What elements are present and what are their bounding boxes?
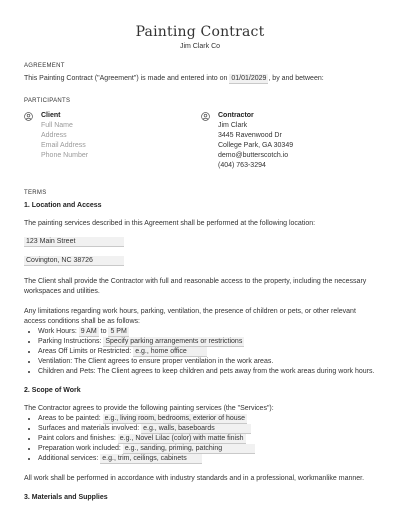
list-item	[38, 337, 376, 347]
areas-label: Areas to be painted:	[38, 415, 101, 422]
location-street-row	[24, 230, 376, 248]
agreement-section	[24, 63, 324, 84]
additional-label: Additional services:	[38, 455, 99, 462]
list-item	[38, 327, 376, 337]
section-heading-location: 1. Location and Access	[24, 202, 102, 209]
list-item: • Children and Pets: The Client agrees to keep children and pets away from the work areas during work hours.	[38, 367, 376, 377]
agreement-label: AGREEMENT	[24, 63, 65, 69]
client-address-field[interactable]: Address	[41, 132, 67, 139]
list-item	[38, 444, 376, 454]
agreement-date-field[interactable]: 01/01/2029	[231, 75, 267, 82]
list-item	[38, 347, 376, 357]
areas-field[interactable]: e.g., living room, bedrooms, exterior of house	[104, 415, 246, 422]
section-heading-materials: 3. Materials and Supplies	[24, 494, 108, 501]
location-street-field[interactable]: 123 Main Street	[24, 237, 124, 247]
work-hours-to: to	[100, 328, 107, 335]
standards-paragraph: All work shall be performed in accordance with industry standards and in a professional, workmanlike manner.	[24, 475, 365, 482]
parking-field[interactable]: Specify parking arrangements or restrictions	[105, 338, 243, 345]
contractor-address-line1: 3445 Ravenwood Dr	[218, 132, 282, 139]
list-item	[38, 424, 376, 434]
user-icon	[24, 112, 33, 121]
company-name: Jim Clark Co	[179, 43, 221, 50]
terms-section	[24, 190, 376, 501]
client-title: Client	[41, 112, 61, 119]
location-intro: The painting services described in this Agreement shall be performed at the following location:	[24, 220, 316, 227]
contractor-name: Jim Clark	[218, 122, 248, 129]
participants-section	[24, 98, 376, 104]
contractor-block	[218, 111, 293, 171]
client-email-field[interactable]: Email Address	[41, 142, 86, 149]
off-limits-field[interactable]: e.g., home office	[133, 347, 207, 357]
client-full-name-field[interactable]: Full Name	[41, 122, 73, 129]
off-limits-label: Areas Off Limits or Restricted:	[38, 348, 132, 355]
agreement-intro: This Painting Contract ("Agreement") is made and entered into on	[24, 75, 228, 82]
work-end-field[interactable]: 5 PM	[110, 328, 127, 335]
prep-field[interactable]: e.g., sanding, priming, patching	[123, 444, 255, 454]
work-hours-label: Work Hours:	[38, 328, 77, 335]
limitations-paragraph: Any limitations regarding work hours, parking, ventilation, the presence of children or pets, or other relevant access conditions shall be as follows:	[24, 308, 356, 325]
agreement-outro: , by and between:	[268, 75, 324, 82]
client-block	[41, 111, 88, 161]
prep-label: Preparation work included:	[38, 445, 121, 452]
agreement-text	[24, 74, 324, 84]
list-item	[38, 454, 376, 464]
surfaces-field[interactable]: e.g., walls, baseboards	[141, 424, 251, 434]
contractor-address-line2: College Park, GA 30349	[218, 142, 294, 149]
scope-list	[24, 414, 376, 464]
location-city-field[interactable]: Covington, NC 38726	[24, 256, 124, 266]
participants-label: PARTICIPANTS	[24, 98, 71, 104]
work-start-field[interactable]: 9 AM	[80, 328, 97, 335]
contractor-email: demo@butterscotch.io	[218, 152, 289, 159]
list-item	[38, 414, 376, 424]
access-paragraph: The Client shall provide the Contractor with full and reasonable access to the property, including the necessary workspaces and utilities.	[24, 278, 367, 295]
contractor-title: Contractor	[218, 112, 254, 119]
contractor-phone: (404) 763-3294	[218, 162, 266, 169]
colors-label: Paint colors and finishes:	[38, 435, 116, 442]
list-item	[38, 434, 376, 444]
page-title: Painting Contract	[135, 24, 265, 40]
location-city-row	[24, 249, 376, 267]
scope-intro: The Contractor agrees to provide the following painting services (the "Services"):	[24, 405, 274, 412]
colors-field[interactable]: e.g., Novel Lilac (color) with matte finish	[119, 435, 244, 442]
list-item: • Ventilation: The Client agrees to ensure proper ventilation in the work areas.	[38, 357, 376, 367]
parking-label: Parking Instructions:	[38, 338, 102, 345]
terms-label: TERMS	[24, 190, 47, 196]
section-heading-scope: 2. Scope of Work	[24, 387, 81, 394]
client-phone-field[interactable]: Phone Number	[41, 152, 89, 159]
access-conditions-list	[24, 327, 376, 377]
additional-field[interactable]: e.g., trim, ceilings, cabinets	[100, 454, 202, 464]
surfaces-label: Surfaces and materials involved:	[38, 425, 140, 432]
user-icon	[201, 112, 210, 121]
